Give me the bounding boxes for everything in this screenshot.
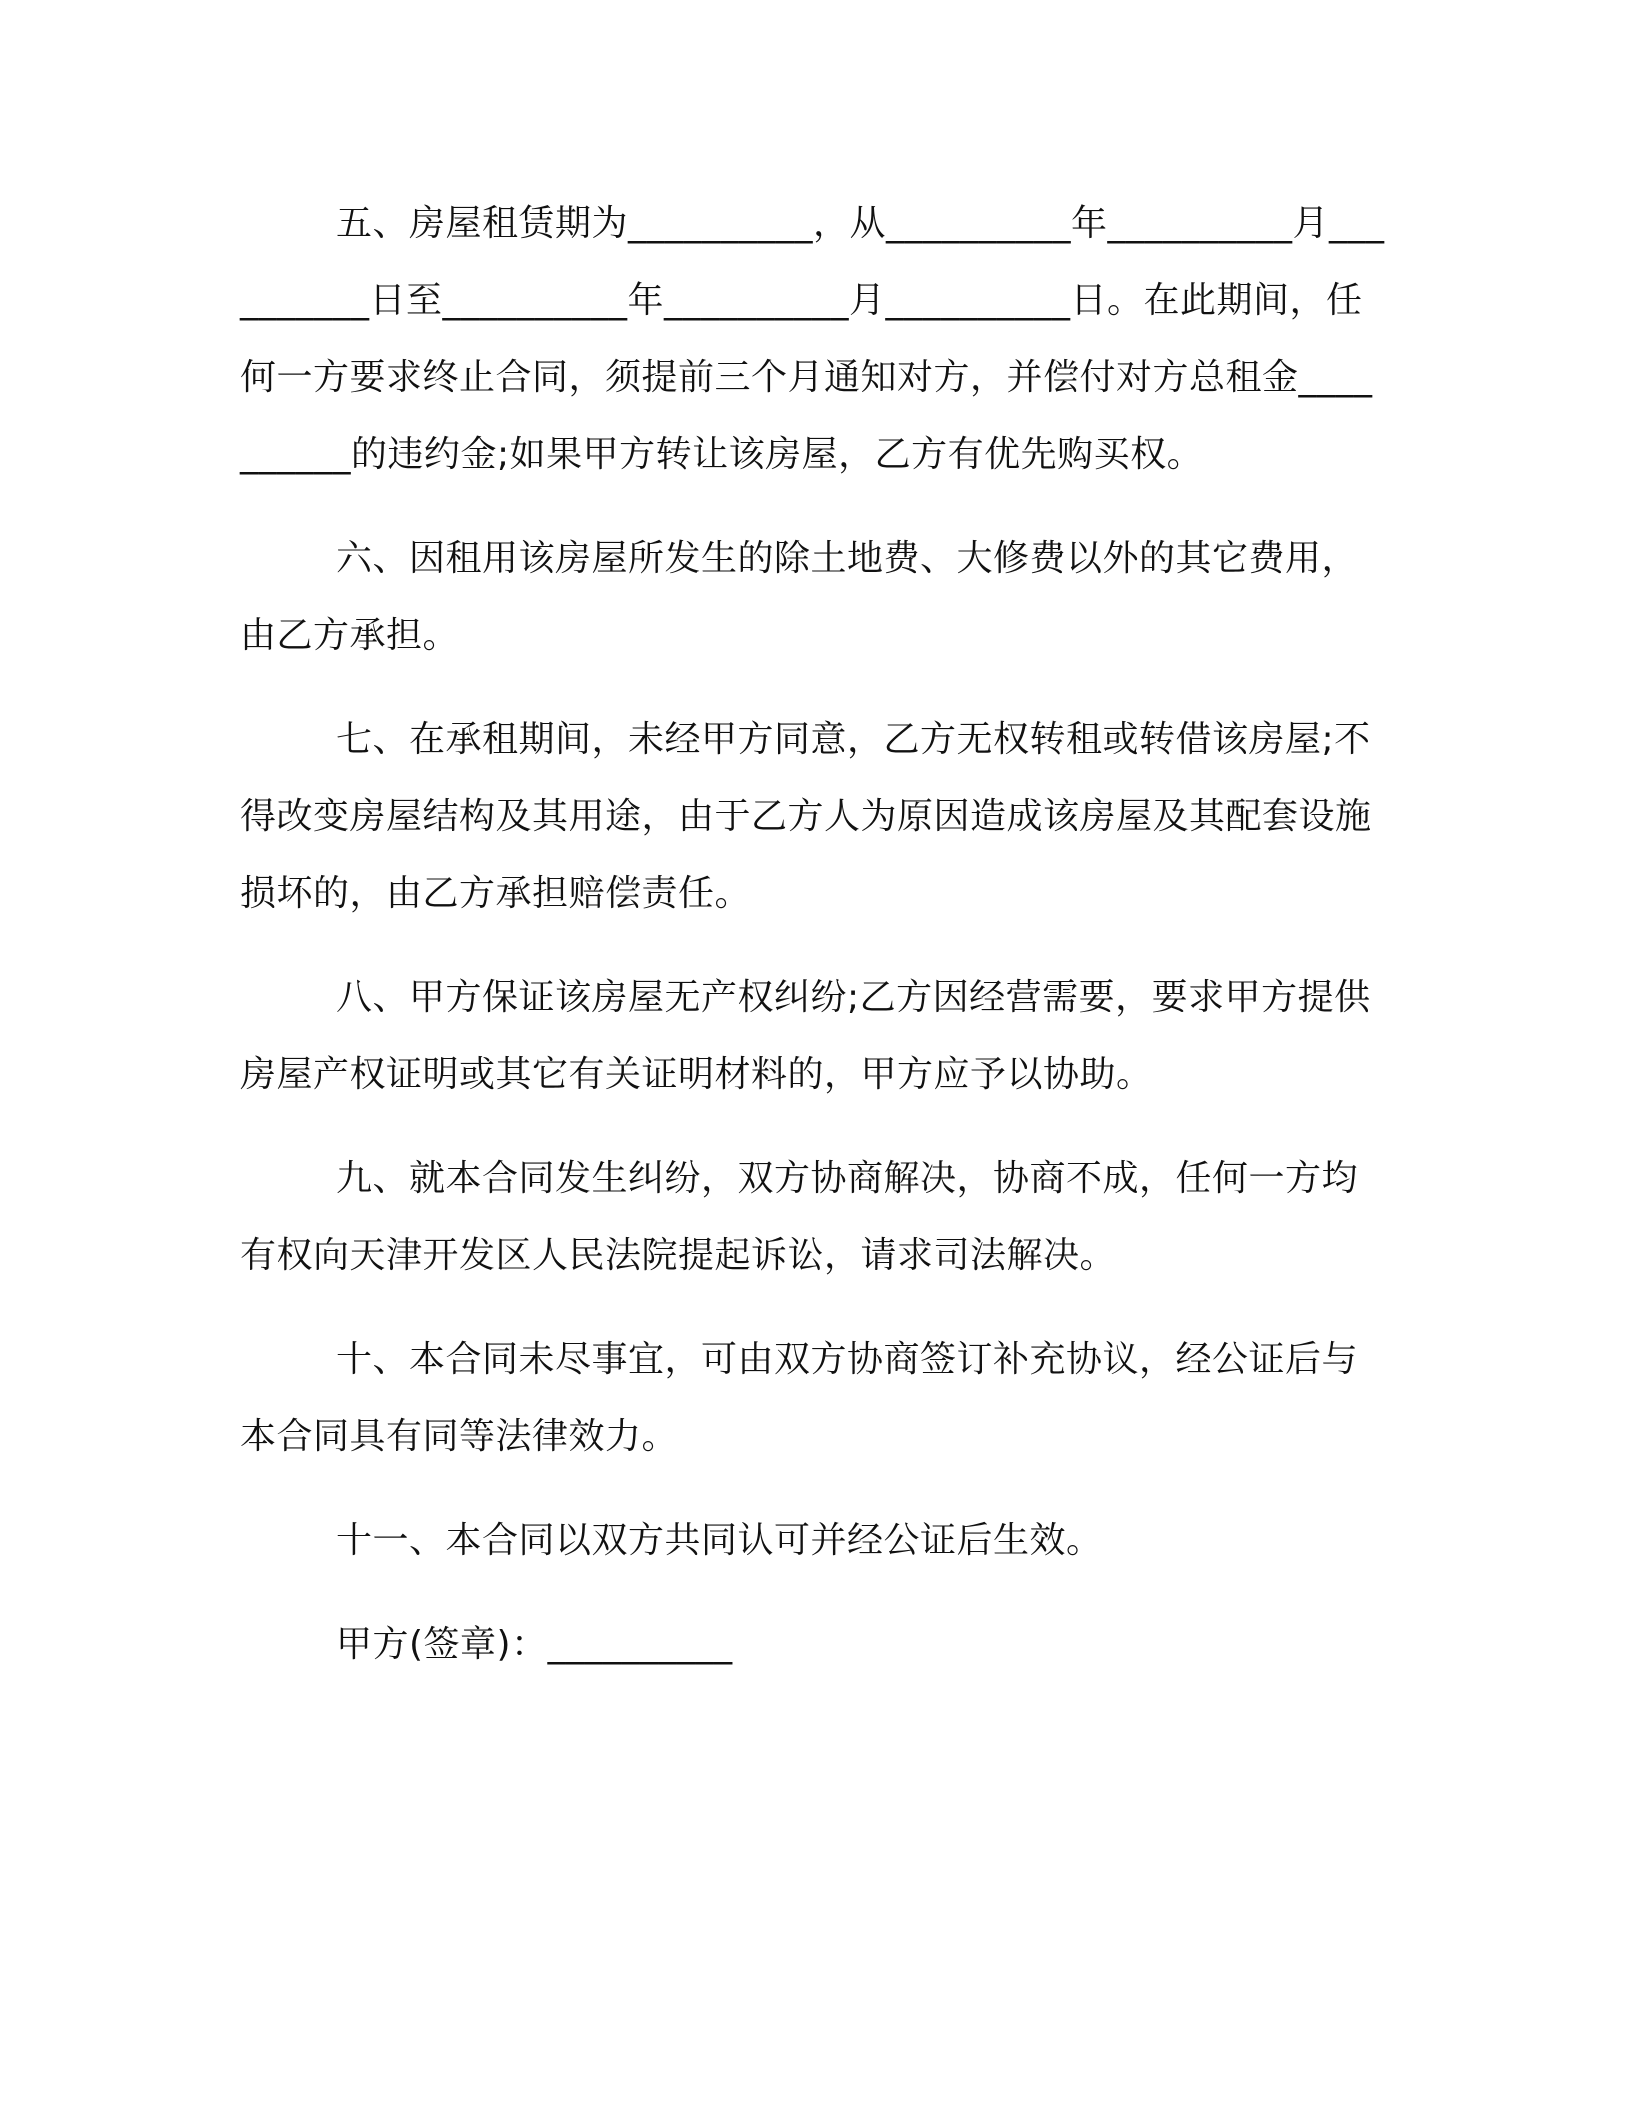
clause-5-lease-term: 五、房屋租赁期为__________，从__________年__________月__________日至__________年__________月__________日。在此期间，任何一方要求终止合同，须提前三个月通知对方，并偿付对方总租金__________的违约金;如果甲方转让该房屋，乙方有优先购买权。 [240,203,1385,475]
contract-body [240,185,1390,1710]
clause-11-effectiveness: 十一、本合同以双方共同认可并经公证后生效。 [336,1520,1103,1561]
clause-9-dispute: 九、就本合同发生纠纷，双方协商解决，协商不成，任何一方均有权向天津开发区人民法院提起诉讼，请求司法解决。 [240,1158,1359,1276]
clause-10-supplement: 十、本合同未尽事宜，可由双方协商签订补充协议，经公证后与本合同具有同等法律效力。 [240,1339,1359,1457]
clause-8-title-guarantee: 八、甲方保证该房屋无产权纠纷;乙方因经营需要，要求甲方提供房屋产权证明或其它有关证明材料的，甲方应予以协助。 [240,977,1371,1095]
party-a-signature-line: 甲方(签章)：__________ [336,1624,733,1665]
clause-6-expenses: 六、因租用该房屋所发生的除土地费、大修费以外的其它费用，由乙方承担。 [240,538,1359,656]
clause-7-sublease: 七、在承租期间，未经甲方同意，乙方无权转租或转借该房屋;不得改变房屋结构及其用途，由于乙方人为原因造成该房屋及其配套设施损坏的，由乙方承担赔偿责任。 [240,719,1372,914]
